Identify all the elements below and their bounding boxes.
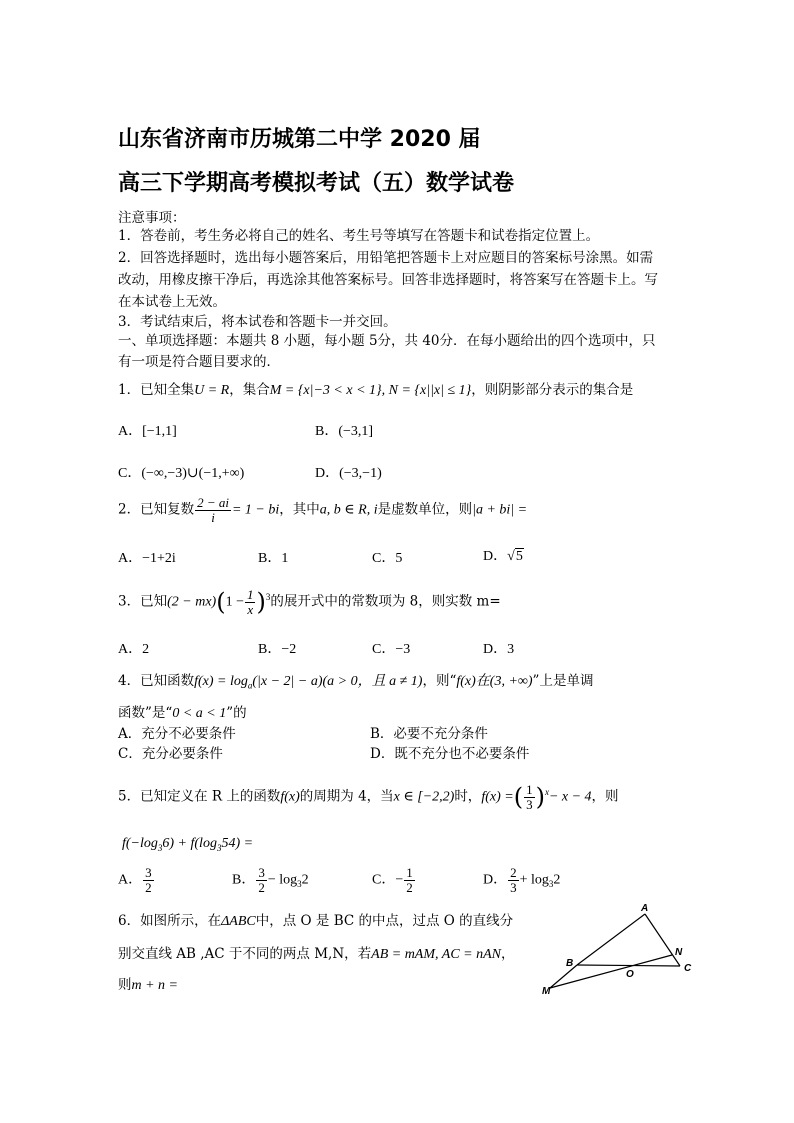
question-5-expression: $f(-\log_36) + f(\log_354)$ = bbox=[122, 836, 254, 853]
question-2-option-a[interactable]: A．−1+2i bbox=[118, 551, 176, 566]
title-line-2: 高三下学期高考模拟考试（五）数学试卷 bbox=[118, 171, 515, 196]
question-4-stem: 4．已知函数$f(x) = \log_a(|x - 2| - a)(a > 0$，且 a ≠ 1)，则“f(x)在(3, +∞)”上是单调 bbox=[118, 673, 594, 691]
section-heading-b: 有一项是符合题目要求的． bbox=[118, 354, 280, 370]
question-4-option-c[interactable]: C．充分必要条件 bbox=[118, 746, 223, 762]
question-1-option-c[interactable]: C．(−∞,−3)∪(−1,+∞) bbox=[118, 466, 245, 481]
question-3-option-b[interactable]: B．−2 bbox=[258, 642, 297, 657]
title-line-1: 山东省济南市历城第二中学 2020 届 bbox=[118, 127, 481, 152]
question-2-option-b[interactable]: B．1 bbox=[258, 551, 289, 566]
question-2-option-d[interactable]: D．√5 bbox=[483, 549, 523, 564]
section-heading-a: 一、单项选择题：本题共 8 小题，每小题 5分，共 40分．在每小题给出的四个选项中，只 bbox=[118, 333, 656, 349]
label-o: O bbox=[626, 969, 634, 980]
question-4-stem-line-2: 函数”是“0 < a < 1”的 bbox=[118, 705, 247, 721]
question-6-stem-line-2: 别交直线 AB ,AC 于不同的两点 M,N，若AB = mAM, AC = nAN， bbox=[118, 946, 515, 962]
question-2-option-c[interactable]: C．5 bbox=[372, 551, 403, 566]
question-3-option-a[interactable]: A．2 bbox=[118, 642, 150, 657]
label-m: M bbox=[542, 986, 551, 997]
question-3-stem: 3．已知(2 − mx)(1 − $\frac{1}{x}$ )$^3$的展开式中的常数项为 8，则实数 m= bbox=[118, 587, 501, 617]
question-4-option-a[interactable]: A．充分不必要条件 bbox=[118, 726, 236, 742]
segment-ab bbox=[577, 914, 645, 965]
question-5-option-d[interactable]: D． $\frac{2}{3}$ + $\log_32$ bbox=[483, 865, 561, 895]
label-b: B bbox=[566, 958, 574, 969]
note-2-line-c: 在本试卷上无效。 bbox=[118, 294, 226, 310]
note-2-line-a: 2．回答选择题时，选出每小题答案后，用铅笔把答题卡上对应题目的答案标号涂黑。如需 bbox=[118, 250, 654, 266]
segment-bc bbox=[577, 965, 680, 966]
triangle-figure bbox=[520, 900, 710, 1000]
question-4-option-b[interactable]: B．必要不充分条件 bbox=[370, 726, 488, 742]
notes-heading: 注意事项： bbox=[118, 210, 186, 226]
question-1-option-d[interactable]: D．(−3,−1) bbox=[315, 466, 382, 481]
label-c: C bbox=[684, 963, 692, 974]
question-5-option-b[interactable]: B． $\frac{3}{2}$ − $\log_32$ bbox=[232, 865, 309, 895]
question-2-stem: 2．已知复数 $\frac{2 - ai}{i}$ = 1 − bi，其中a, b ∈ R, i是虚数单位，则|a + bi| = bbox=[118, 495, 528, 525]
note-1: 1．答卷前，考生务必将自己的姓名、考生号等填写在答题卡和试卷指定位置上。 bbox=[118, 228, 600, 244]
note-2-line-b: 改动，用橡皮擦干净后，再选涂其他答案标号。回答非选择题时，将答案写在答题卡上。写 bbox=[118, 272, 658, 288]
question-4-option-d[interactable]: D．既不充分也不必要条件 bbox=[370, 746, 530, 762]
question-1-stem: 1．已知全集U = R，集合M = {x|−3 < x < 1}, N = {x||x| ≤ 1}，则阴影部分表示的集合是 bbox=[118, 382, 634, 398]
question-1-option-a[interactable]: A．[−1,1] bbox=[118, 424, 177, 439]
label-a: A bbox=[641, 903, 649, 914]
question-1-option-b[interactable]: B．(−3,1] bbox=[315, 424, 374, 439]
segment-ac bbox=[645, 914, 680, 966]
question-5-option-c[interactable]: C．− $\frac{1}{2}$ bbox=[372, 865, 413, 895]
question-5-option-a[interactable]: A． $\frac{3}{2}$ bbox=[118, 865, 152, 895]
question-6-stem-line-1: 6．如图所示，在ΔABC中，点 O 是 BC 的中点，过点 O 的直线分 bbox=[118, 913, 514, 929]
question-6-stem-line-3: 则m + n = bbox=[118, 977, 179, 993]
label-n: N bbox=[675, 947, 683, 958]
question-3-option-d[interactable]: D．3 bbox=[483, 642, 515, 657]
note-3: 3．考试结束后，将本试卷和答题卡一并交回。 bbox=[118, 314, 397, 330]
question-5-stem: 5．已知定义在 R 上的函数f(x)的周期为 4，当x ∈ [−2,2)时，f(x) =( $\frac{1}{3}$ )$^x$− x − 4，则 bbox=[118, 782, 619, 812]
question-3-option-c[interactable]: C．−3 bbox=[372, 642, 411, 657]
